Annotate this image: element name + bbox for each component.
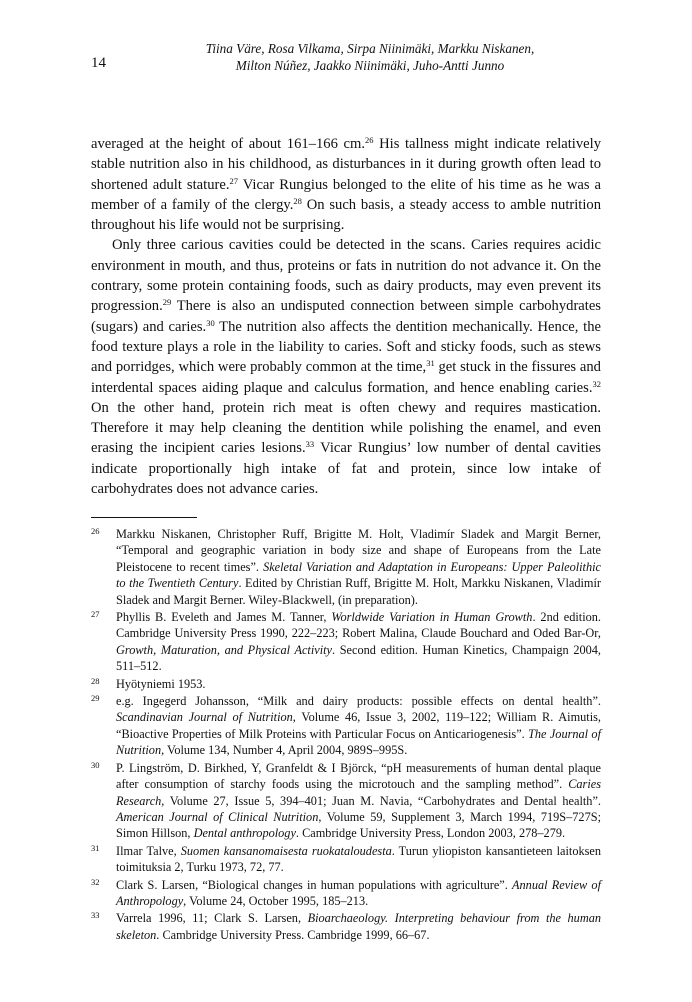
running-head-authors: [180, 40, 560, 74]
italic-title: Suomen kansanomaisesta ruokataloudesta: [180, 843, 392, 858]
text-run: Vicar Rungius belonged to the elite of his time as he was a member of a family of the clergy.: [91, 176, 601, 213]
footnote-reference: 32: [592, 378, 601, 389]
footnote-number: 30: [91, 759, 100, 770]
footnote-reference: 27: [229, 175, 238, 186]
footnote-number: 26: [91, 526, 100, 536]
footnote-26: [91, 526, 601, 608]
footnote-30: [91, 760, 601, 842]
italic-title: Dental anthropology: [193, 826, 296, 841]
text-run: . Cambridge University Press, London 2003, 278–279.: [295, 826, 566, 841]
text-run: . Second edition. Human Kinetics, Champaign 2004, 511–512.: [116, 642, 601, 674]
text-run: The nutrition also affects the dentition mechanically. Hence, the food texture plays a role in the liability to caries. Soft and sticky foods, such as stews and porridges, which were probably common at the time,: [91, 318, 601, 376]
footnote-reference: 28: [293, 195, 302, 206]
italic-title: Caries Research,: [116, 777, 601, 808]
text-run: Clark S. Larsen, “Biological changes in human populations with agriculture”.: [116, 877, 513, 892]
text-run: , Volume 134, Number 4, April 2004, 989S–995S.: [161, 743, 408, 758]
running-head-line-2: Milton Núñez, Jaakko Niinimäki, Juho-Antti Junno: [235, 58, 505, 73]
text-run: Only three carious cavities could be detected in the scans. Caries requires acidic environment in mouth, and thus, proteins or fats in nutrition do not advance it. On the contrary, some protein containing foods, such as dairy products, may even prevent its progression.: [91, 237, 601, 315]
text-run: Volume 27, Issue 5, 394–401; Juan M. Navia, “Carbohydrates and Dental health”.: [164, 793, 601, 808]
text-run: There is also an undisputed connection between simple carbohydrates (sugars) and caries.: [91, 298, 601, 335]
text-run: P. Lingström, D. Birkhed, Y, Granfeldt & I Björck, “pH measurements of human dental plaque after consumption of starchy foods using the microtouch and the sampling method”.: [116, 760, 601, 792]
italic-title: Annual Review of Anthropology: [116, 877, 601, 908]
footnote-reference: 29: [162, 297, 172, 308]
footnote-number: 27: [91, 609, 100, 620]
text-run: On such basis, a steady access to amble nutrition throughout his life would not be surprising.: [91, 196, 602, 234]
text-run: Varrela 1996, 11; Clark S. Larsen,: [116, 911, 308, 926]
text-run: , Volume 24, October 1995, 185–213.: [183, 893, 369, 908]
footnote-reference: 26: [364, 135, 374, 145]
text-run: get stuck in the fissures and interdental spaces aiding plaque and calculus formation, and hence enabling caries.: [91, 359, 601, 396]
text-run: Phyllis B. Eveleth and James M. Tanner,: [116, 610, 332, 625]
text-run: , Volume 59, Supplement 3, March 1994, 719S–727S; Simon Hillson,: [116, 809, 601, 841]
italic-title: Skeletal Variation and Adaptation in Europeans: Upper Paleolithic to the Twentieth Century: [116, 559, 601, 591]
footnote-number: 32: [91, 876, 100, 887]
italic-title: Scandinavian Journal of Nutrition,: [116, 710, 296, 725]
footnote-31: [91, 843, 601, 876]
text-run: Volume 46, Issue 3, 2002, 119–122; William R. Aimutis, “Bioactive Properties of Milk Proteins with Particular Focus on Anticariogenesis”.: [116, 710, 601, 741]
italic-title: American Journal of Clinical Nutrition: [116, 809, 319, 824]
footnote-reference: 30: [206, 317, 215, 328]
italic-title: The Journal of Nutrition: [116, 726, 601, 758]
footnote-number: 33: [91, 910, 100, 921]
footnote-33: [91, 910, 601, 943]
footnote-29: [91, 693, 601, 759]
footnote-number: 29: [91, 693, 100, 704]
text-run: . 2nd edition. Cambridge University Press 1990, 222–223; Robert Malina, Claude Bouchard and Oded Bar-Or,: [116, 610, 601, 641]
footnote-27: [91, 609, 601, 675]
text-run: His tallness might indicate relatively stable nutrition also in his childhood, as disturbances in it during growth often lead to shortened adult stature.: [91, 136, 601, 193]
body-text: [91, 134, 601, 499]
text-run: Ilmar Talve,: [116, 843, 181, 858]
text-run: averaged at the height of about 161–166 cm.: [91, 136, 365, 152]
footnote-separator-rule: [91, 517, 197, 518]
text-run: Hyötyniemi 1953.: [116, 676, 206, 691]
italic-title: Growth, Maturation, and Physical Activity: [116, 642, 332, 657]
text-run: . Cambridge University Press. Cambridge 1999, 66–67.: [156, 927, 430, 942]
text-run: Vicar Rungius’ low number of dental cavities indicate proportionally high intake of fat and protein, since low intake of carbohydrates does not advance caries.: [91, 440, 601, 498]
body-paragraph-1: [91, 134, 601, 235]
italic-title: Worldwide Variation in Human Growth: [331, 610, 533, 625]
footnote-number: 28: [91, 675, 100, 686]
text-run: Markku Niskanen, Christopher Ruff, Brigitte M. Holt, Vladimír Sladek and Margit Berner, “Temporal and geographic variation in body size and shape of Europeans from the Late Pleistocene to recent times”.: [116, 527, 601, 574]
footnote-28: [91, 676, 601, 692]
text-run: e.g. Ingegerd Johansson, “Milk and dairy products: possible effects on dental health”.: [116, 694, 601, 709]
footnote-32: [91, 877, 601, 910]
footnote-reference: 31: [426, 358, 435, 369]
text-run: On the other hand, protein rich meat is often chewy and requires mastication. Therefore it may help cleaning the dentition while polishing the enamel, and even erasing the incipient caries lesions.: [91, 399, 601, 457]
footnotes: [91, 526, 601, 944]
italic-title: Bioarchaeology. Interpreting behaviour from the human skeleton: [116, 911, 602, 942]
text-run: . Turun yliopiston kansantieteen laitoksen toimituksia 2, Turku 1973, 72, 77.: [116, 843, 602, 875]
footnote-reference: 33: [305, 439, 315, 450]
running-head-line-1: Tiina Väre, Rosa Vilkama, Sirpa Niinimäki, Markku Niskanen,: [205, 41, 535, 56]
text-run: . Edited by Christian Ruff, Brigitte M. Holt, Markku Niskanen, Vladimír Sladek and Margit Berner. Wiley-Blackwell, (in preparation).: [116, 576, 601, 607]
footnote-number: 31: [91, 842, 100, 853]
body-paragraph-2: [91, 235, 601, 499]
page-number: 14: [91, 55, 106, 71]
